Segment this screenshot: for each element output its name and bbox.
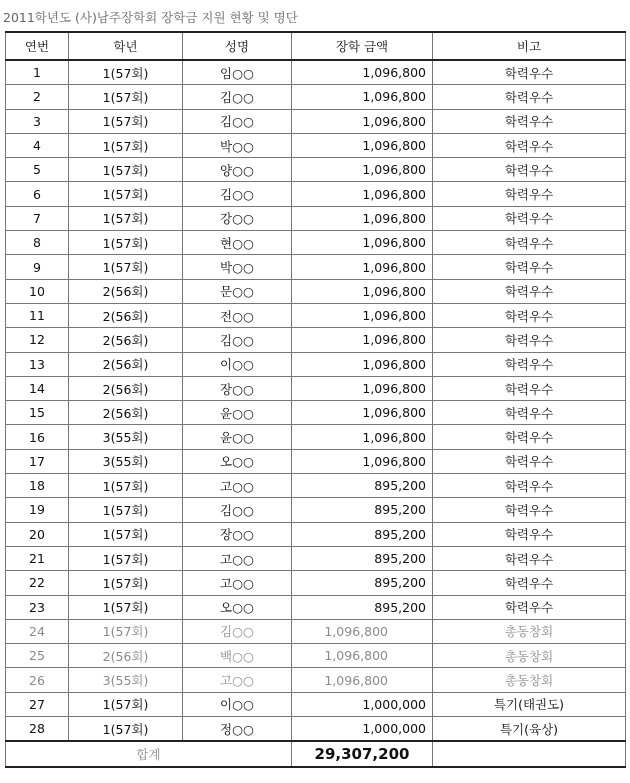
row-note: 학력우수	[433, 255, 626, 279]
row-note: 학력우수	[433, 498, 626, 522]
table-row	[6, 133, 626, 157]
row-grade: 3(55회)	[69, 449, 183, 473]
total-note-empty	[433, 741, 626, 767]
row-name: 김○○	[183, 328, 292, 352]
row-name: 김○○	[183, 619, 292, 643]
row-amount: 1,096,800	[292, 425, 433, 449]
row-amount: 1,096,800	[292, 255, 433, 279]
table-row	[6, 60, 626, 85]
row-amount: 1,096,800	[292, 60, 433, 85]
row-name: 김○○	[183, 498, 292, 522]
table-row	[6, 109, 626, 133]
row-amount: 1,096,800	[292, 279, 433, 303]
row-name: 고○○	[183, 668, 292, 692]
row-name: 고○○	[183, 474, 292, 498]
table-row	[6, 158, 626, 182]
row-no: 22	[6, 571, 69, 595]
table-row	[6, 717, 626, 742]
row-no: 5	[6, 158, 69, 182]
table-row	[6, 206, 626, 230]
row-name: 현○○	[183, 231, 292, 255]
row-grade: 2(56회)	[69, 401, 183, 425]
row-amount: 895,200	[292, 546, 433, 570]
row-amount: 1,096,800	[292, 303, 433, 327]
row-grade: 3(55회)	[69, 668, 183, 692]
row-note: 특기(태권도)	[433, 692, 626, 716]
table-row	[6, 376, 626, 400]
row-note: 학력우수	[433, 522, 626, 546]
row-note: 학력우수	[433, 133, 626, 157]
table-row	[6, 522, 626, 546]
row-note: 학력우수	[433, 303, 626, 327]
total-amount: 29,307,200	[292, 741, 433, 767]
row-name: 윤○○	[183, 401, 292, 425]
row-name: 문○○	[183, 279, 292, 303]
row-name: 이○○	[183, 352, 292, 376]
row-grade: 1(57회)	[69, 255, 183, 279]
row-grade: 1(57회)	[69, 522, 183, 546]
table-row	[6, 182, 626, 206]
header-no: 연번	[6, 32, 69, 60]
row-grade: 1(57회)	[69, 474, 183, 498]
row-note: 학력우수	[433, 474, 626, 498]
row-no: 7	[6, 206, 69, 230]
table-row	[6, 619, 626, 643]
row-grade: 1(57회)	[69, 206, 183, 230]
row-no: 4	[6, 133, 69, 157]
row-amount: 1,096,800	[292, 231, 433, 255]
row-grade: 1(57회)	[69, 619, 183, 643]
row-name: 이○○	[183, 692, 292, 716]
row-note: 총동창회	[433, 644, 626, 668]
row-name: 고○○	[183, 571, 292, 595]
row-no: 15	[6, 401, 69, 425]
row-name: 강○○	[183, 206, 292, 230]
row-no: 24	[6, 619, 69, 643]
row-amount: 1,000,000	[292, 717, 433, 742]
row-grade: 2(56회)	[69, 644, 183, 668]
header-grade: 학년	[69, 32, 183, 60]
table-header-row	[6, 32, 626, 60]
row-grade: 1(57회)	[69, 692, 183, 716]
row-note: 총동창회	[433, 668, 626, 692]
row-note: 학력우수	[433, 571, 626, 595]
row-note: 학력우수	[433, 231, 626, 255]
row-amount: 1,096,800	[292, 644, 433, 668]
row-amount: 1,096,800	[292, 328, 433, 352]
table-row	[6, 692, 626, 716]
row-no: 2	[6, 85, 69, 109]
row-no: 27	[6, 692, 69, 716]
row-note: 학력우수	[433, 60, 626, 85]
row-name: 양○○	[183, 158, 292, 182]
row-grade: 2(56회)	[69, 352, 183, 376]
row-no: 26	[6, 668, 69, 692]
row-name: 임○○	[183, 60, 292, 85]
row-note: 학력우수	[433, 109, 626, 133]
row-note: 학력우수	[433, 328, 626, 352]
row-name: 정○○	[183, 717, 292, 742]
row-note: 학력우수	[433, 376, 626, 400]
row-name: 장○○	[183, 522, 292, 546]
row-grade: 1(57회)	[69, 85, 183, 109]
row-no: 14	[6, 376, 69, 400]
table-row	[6, 546, 626, 570]
row-amount: 895,200	[292, 474, 433, 498]
row-note: 학력우수	[433, 595, 626, 619]
row-note: 학력우수	[433, 425, 626, 449]
row-note: 특기(육상)	[433, 717, 626, 742]
row-grade: 1(57회)	[69, 498, 183, 522]
row-note: 학력우수	[433, 401, 626, 425]
row-amount: 1,096,800	[292, 109, 433, 133]
row-amount: 1,096,800	[292, 619, 433, 643]
row-amount: 895,200	[292, 595, 433, 619]
row-no: 25	[6, 644, 69, 668]
row-note: 학력우수	[433, 546, 626, 570]
row-no: 10	[6, 279, 69, 303]
table-row	[6, 328, 626, 352]
row-note: 학력우수	[433, 449, 626, 473]
table-row	[6, 571, 626, 595]
row-no: 17	[6, 449, 69, 473]
row-note: 학력우수	[433, 182, 626, 206]
table-row	[6, 231, 626, 255]
row-no: 28	[6, 717, 69, 742]
row-name: 김○○	[183, 85, 292, 109]
row-amount: 1,096,800	[292, 133, 433, 157]
row-note: 학력우수	[433, 352, 626, 376]
row-note: 학력우수	[433, 85, 626, 109]
row-no: 21	[6, 546, 69, 570]
row-no: 13	[6, 352, 69, 376]
row-amount: 895,200	[292, 498, 433, 522]
row-no: 3	[6, 109, 69, 133]
table-row	[6, 449, 626, 473]
row-grade: 2(56회)	[69, 376, 183, 400]
row-name: 장○○	[183, 376, 292, 400]
row-name: 전○○	[183, 303, 292, 327]
table-row	[6, 595, 626, 619]
row-grade: 1(57회)	[69, 182, 183, 206]
row-no: 23	[6, 595, 69, 619]
header-name: 성명	[183, 32, 292, 60]
scholarship-table	[5, 31, 626, 768]
table-row	[6, 85, 626, 109]
row-amount: 1,096,800	[292, 376, 433, 400]
header-amount: 장학 금액	[292, 32, 433, 60]
row-grade: 2(56회)	[69, 303, 183, 327]
table-row	[6, 352, 626, 376]
row-amount: 1,096,800	[292, 182, 433, 206]
row-grade: 1(57회)	[69, 60, 183, 85]
table-row	[6, 303, 626, 327]
row-amount: 1,096,800	[292, 158, 433, 182]
row-grade: 1(57회)	[69, 133, 183, 157]
row-name: 김○○	[183, 182, 292, 206]
row-note: 학력우수	[433, 279, 626, 303]
row-no: 1	[6, 60, 69, 85]
row-no: 9	[6, 255, 69, 279]
row-amount: 1,096,800	[292, 668, 433, 692]
row-no: 8	[6, 231, 69, 255]
table-row	[6, 401, 626, 425]
row-grade: 2(56회)	[69, 328, 183, 352]
row-amount: 1,096,800	[292, 352, 433, 376]
row-amount: 1,096,800	[292, 206, 433, 230]
table-row	[6, 668, 626, 692]
row-grade: 2(56회)	[69, 279, 183, 303]
total-label: 합계	[6, 741, 292, 767]
table-row	[6, 425, 626, 449]
row-no: 20	[6, 522, 69, 546]
row-grade: 1(57회)	[69, 231, 183, 255]
row-amount: 895,200	[292, 571, 433, 595]
row-grade: 1(57회)	[69, 571, 183, 595]
row-no: 16	[6, 425, 69, 449]
table-row	[6, 644, 626, 668]
row-grade: 1(57회)	[69, 546, 183, 570]
row-name: 박○○	[183, 133, 292, 157]
row-amount: 895,200	[292, 522, 433, 546]
row-note: 총동창회	[433, 619, 626, 643]
row-grade: 1(57회)	[69, 717, 183, 742]
table-body	[6, 60, 626, 741]
total-row	[6, 741, 626, 767]
row-name: 오○○	[183, 595, 292, 619]
row-name: 고○○	[183, 546, 292, 570]
row-no: 18	[6, 474, 69, 498]
document-caption: 2011학년도 (사)남주장학회 장학금 지원 현황 및 명단	[3, 10, 298, 25]
row-no: 19	[6, 498, 69, 522]
row-name: 윤○○	[183, 425, 292, 449]
row-amount: 1,096,800	[292, 401, 433, 425]
table-row	[6, 498, 626, 522]
row-name: 백○○	[183, 644, 292, 668]
row-grade: 1(57회)	[69, 109, 183, 133]
row-name: 김○○	[183, 109, 292, 133]
row-note: 학력우수	[433, 206, 626, 230]
row-grade: 1(57회)	[69, 595, 183, 619]
row-note: 학력우수	[433, 158, 626, 182]
row-amount: 1,096,800	[292, 449, 433, 473]
row-grade: 3(55회)	[69, 425, 183, 449]
row-grade: 1(57회)	[69, 158, 183, 182]
row-name: 오○○	[183, 449, 292, 473]
table-row	[6, 255, 626, 279]
header-note: 비고	[433, 32, 626, 60]
row-no: 12	[6, 328, 69, 352]
row-amount: 1,000,000	[292, 692, 433, 716]
row-name: 박○○	[183, 255, 292, 279]
table-row	[6, 279, 626, 303]
table-row	[6, 474, 626, 498]
row-no: 6	[6, 182, 69, 206]
row-no: 11	[6, 303, 69, 327]
row-amount: 1,096,800	[292, 85, 433, 109]
